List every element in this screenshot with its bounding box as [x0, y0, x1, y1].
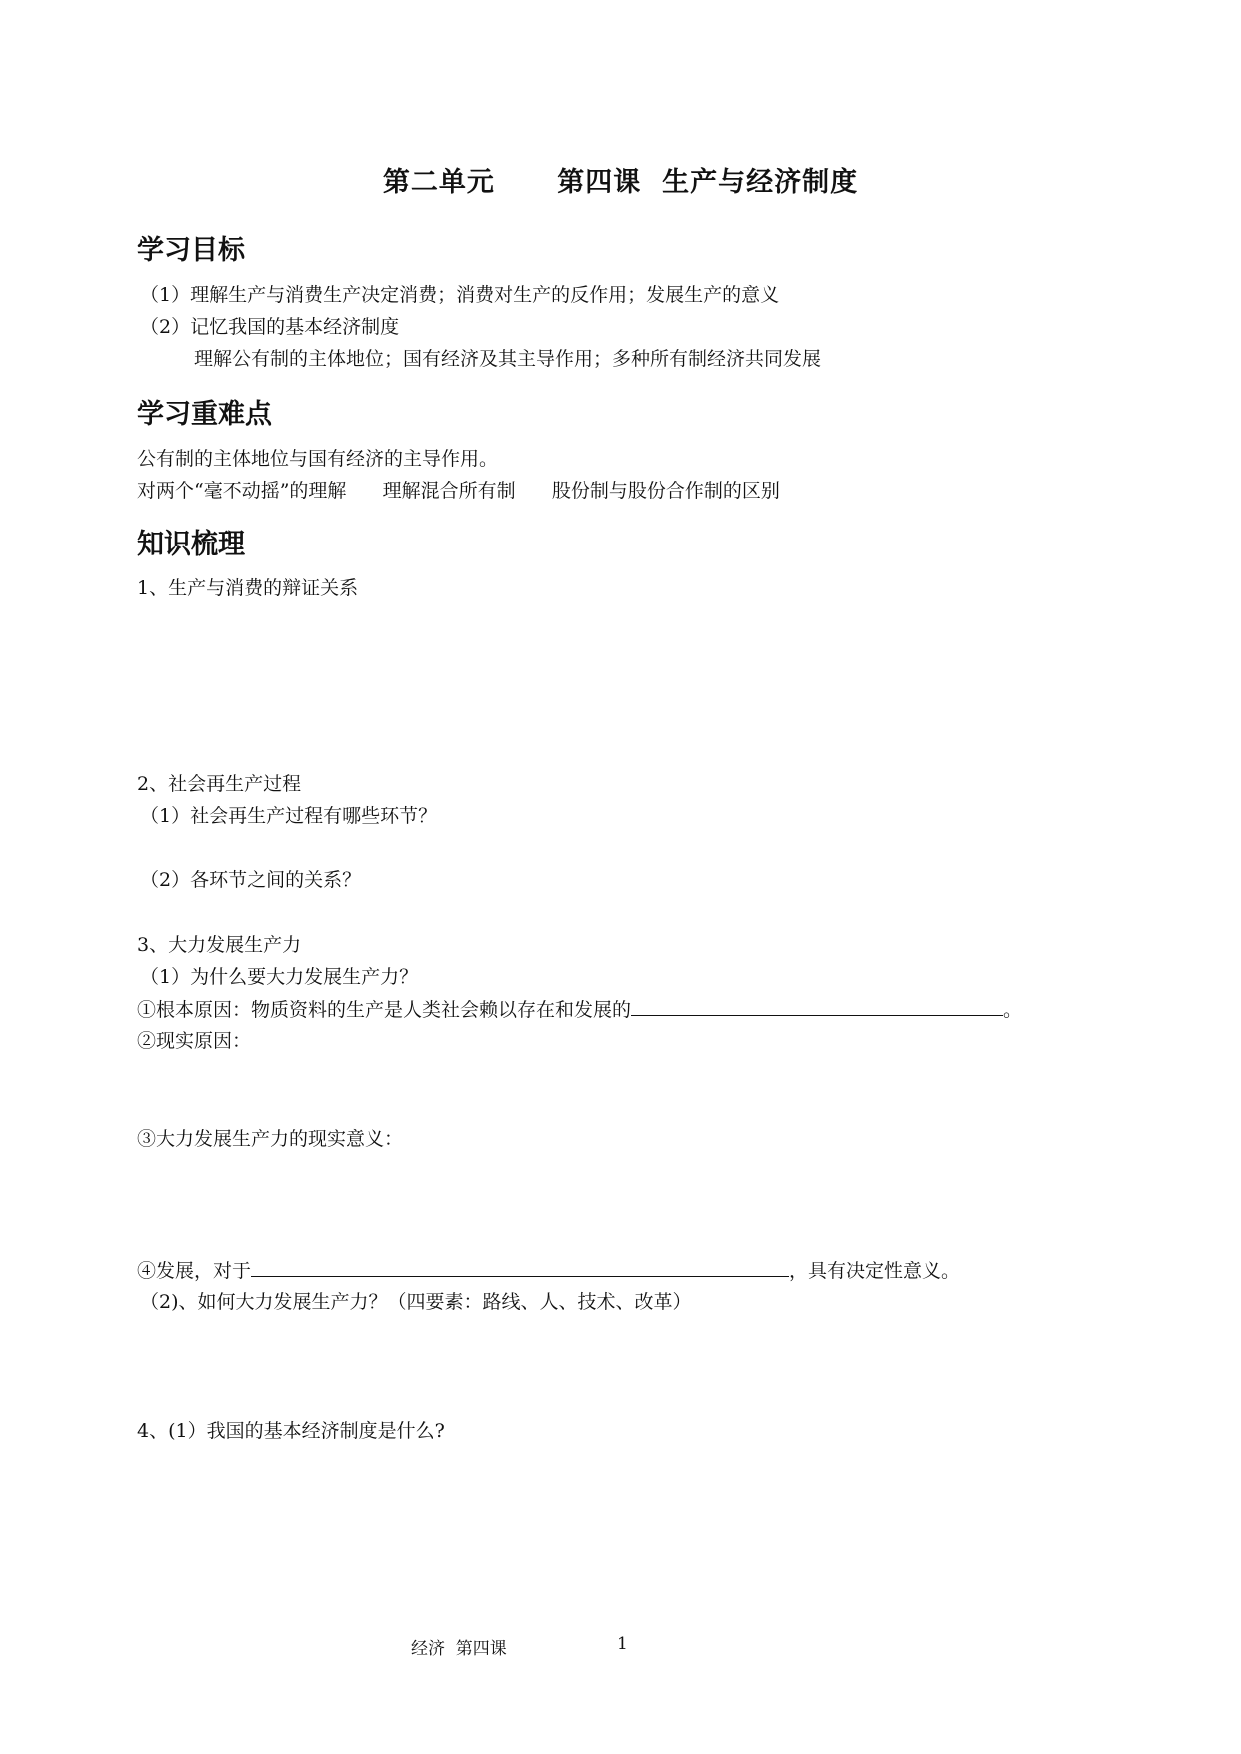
objectives-heading: 学习目标 — [137, 235, 245, 266]
knowledge-heading: 知识梳理 — [137, 529, 245, 560]
question-3-a — [137, 997, 1022, 1022]
question-2-2: （2）各环节之间的关系？ — [140, 869, 362, 891]
question-3-d — [137, 1258, 960, 1283]
question-3-1: （1）为什么要大力发展生产力？ — [140, 966, 419, 988]
key-point-item-2: 对两个“毫不动摇”的理解 理解混合所有制 股份制与股份合作制的区别 — [137, 480, 780, 502]
objective-item-2: （2）记忆我国的基本经济制度 — [140, 316, 400, 338]
key-points-heading: 学习重难点 — [137, 399, 272, 430]
question-2: 2、社会再生产过程 — [137, 773, 302, 795]
question-3-c: ③大力发展生产力的现实意义： — [137, 1128, 404, 1150]
question-3: 3、大力发展生产力 — [137, 934, 302, 956]
question-4: 4、(1）我国的基本经济制度是什么? — [137, 1420, 445, 1442]
question-3-d-text: ④发展，对于 — [137, 1260, 252, 1282]
key-point-item-1: 公有制的主体地位与国有经济的主导作用。 — [137, 448, 499, 470]
question-3-2: （2)、如何大力发展生产力？（四要素：路线、人、技术、改革） — [140, 1291, 692, 1313]
question-3-d-suffix: ，具有决定性意义。 — [789, 1260, 961, 1282]
question-3-a-suffix: 。 — [1003, 999, 1023, 1021]
fill-blank-2[interactable] — [251, 1258, 789, 1277]
objective-item-1: （1）理解生产与消费生产决定消费；消费对生产的反作用；发展生产的意义 — [140, 284, 780, 306]
footer-label: 经济 第四课 — [411, 1639, 507, 1659]
footer-page-number: 1 — [617, 1634, 628, 1654]
page-title: 第二单元 第四课 生产与经济制度 — [382, 167, 859, 198]
question-3-a-text: ①根本原因：物质资料的生产是人类社会赖以存在和发展的 — [137, 999, 632, 1021]
question-3-b: ②现实原因： — [137, 1030, 252, 1052]
fill-blank-1[interactable] — [631, 997, 1003, 1016]
question-2-1: （1）社会再生产过程有哪些环节？ — [140, 805, 438, 827]
question-1: 1、生产与消费的辩证关系 — [137, 577, 359, 599]
objective-item-3: 理解公有制的主体地位；国有经济及其主导作用；多种所有制经济共同发展 — [194, 348, 822, 370]
